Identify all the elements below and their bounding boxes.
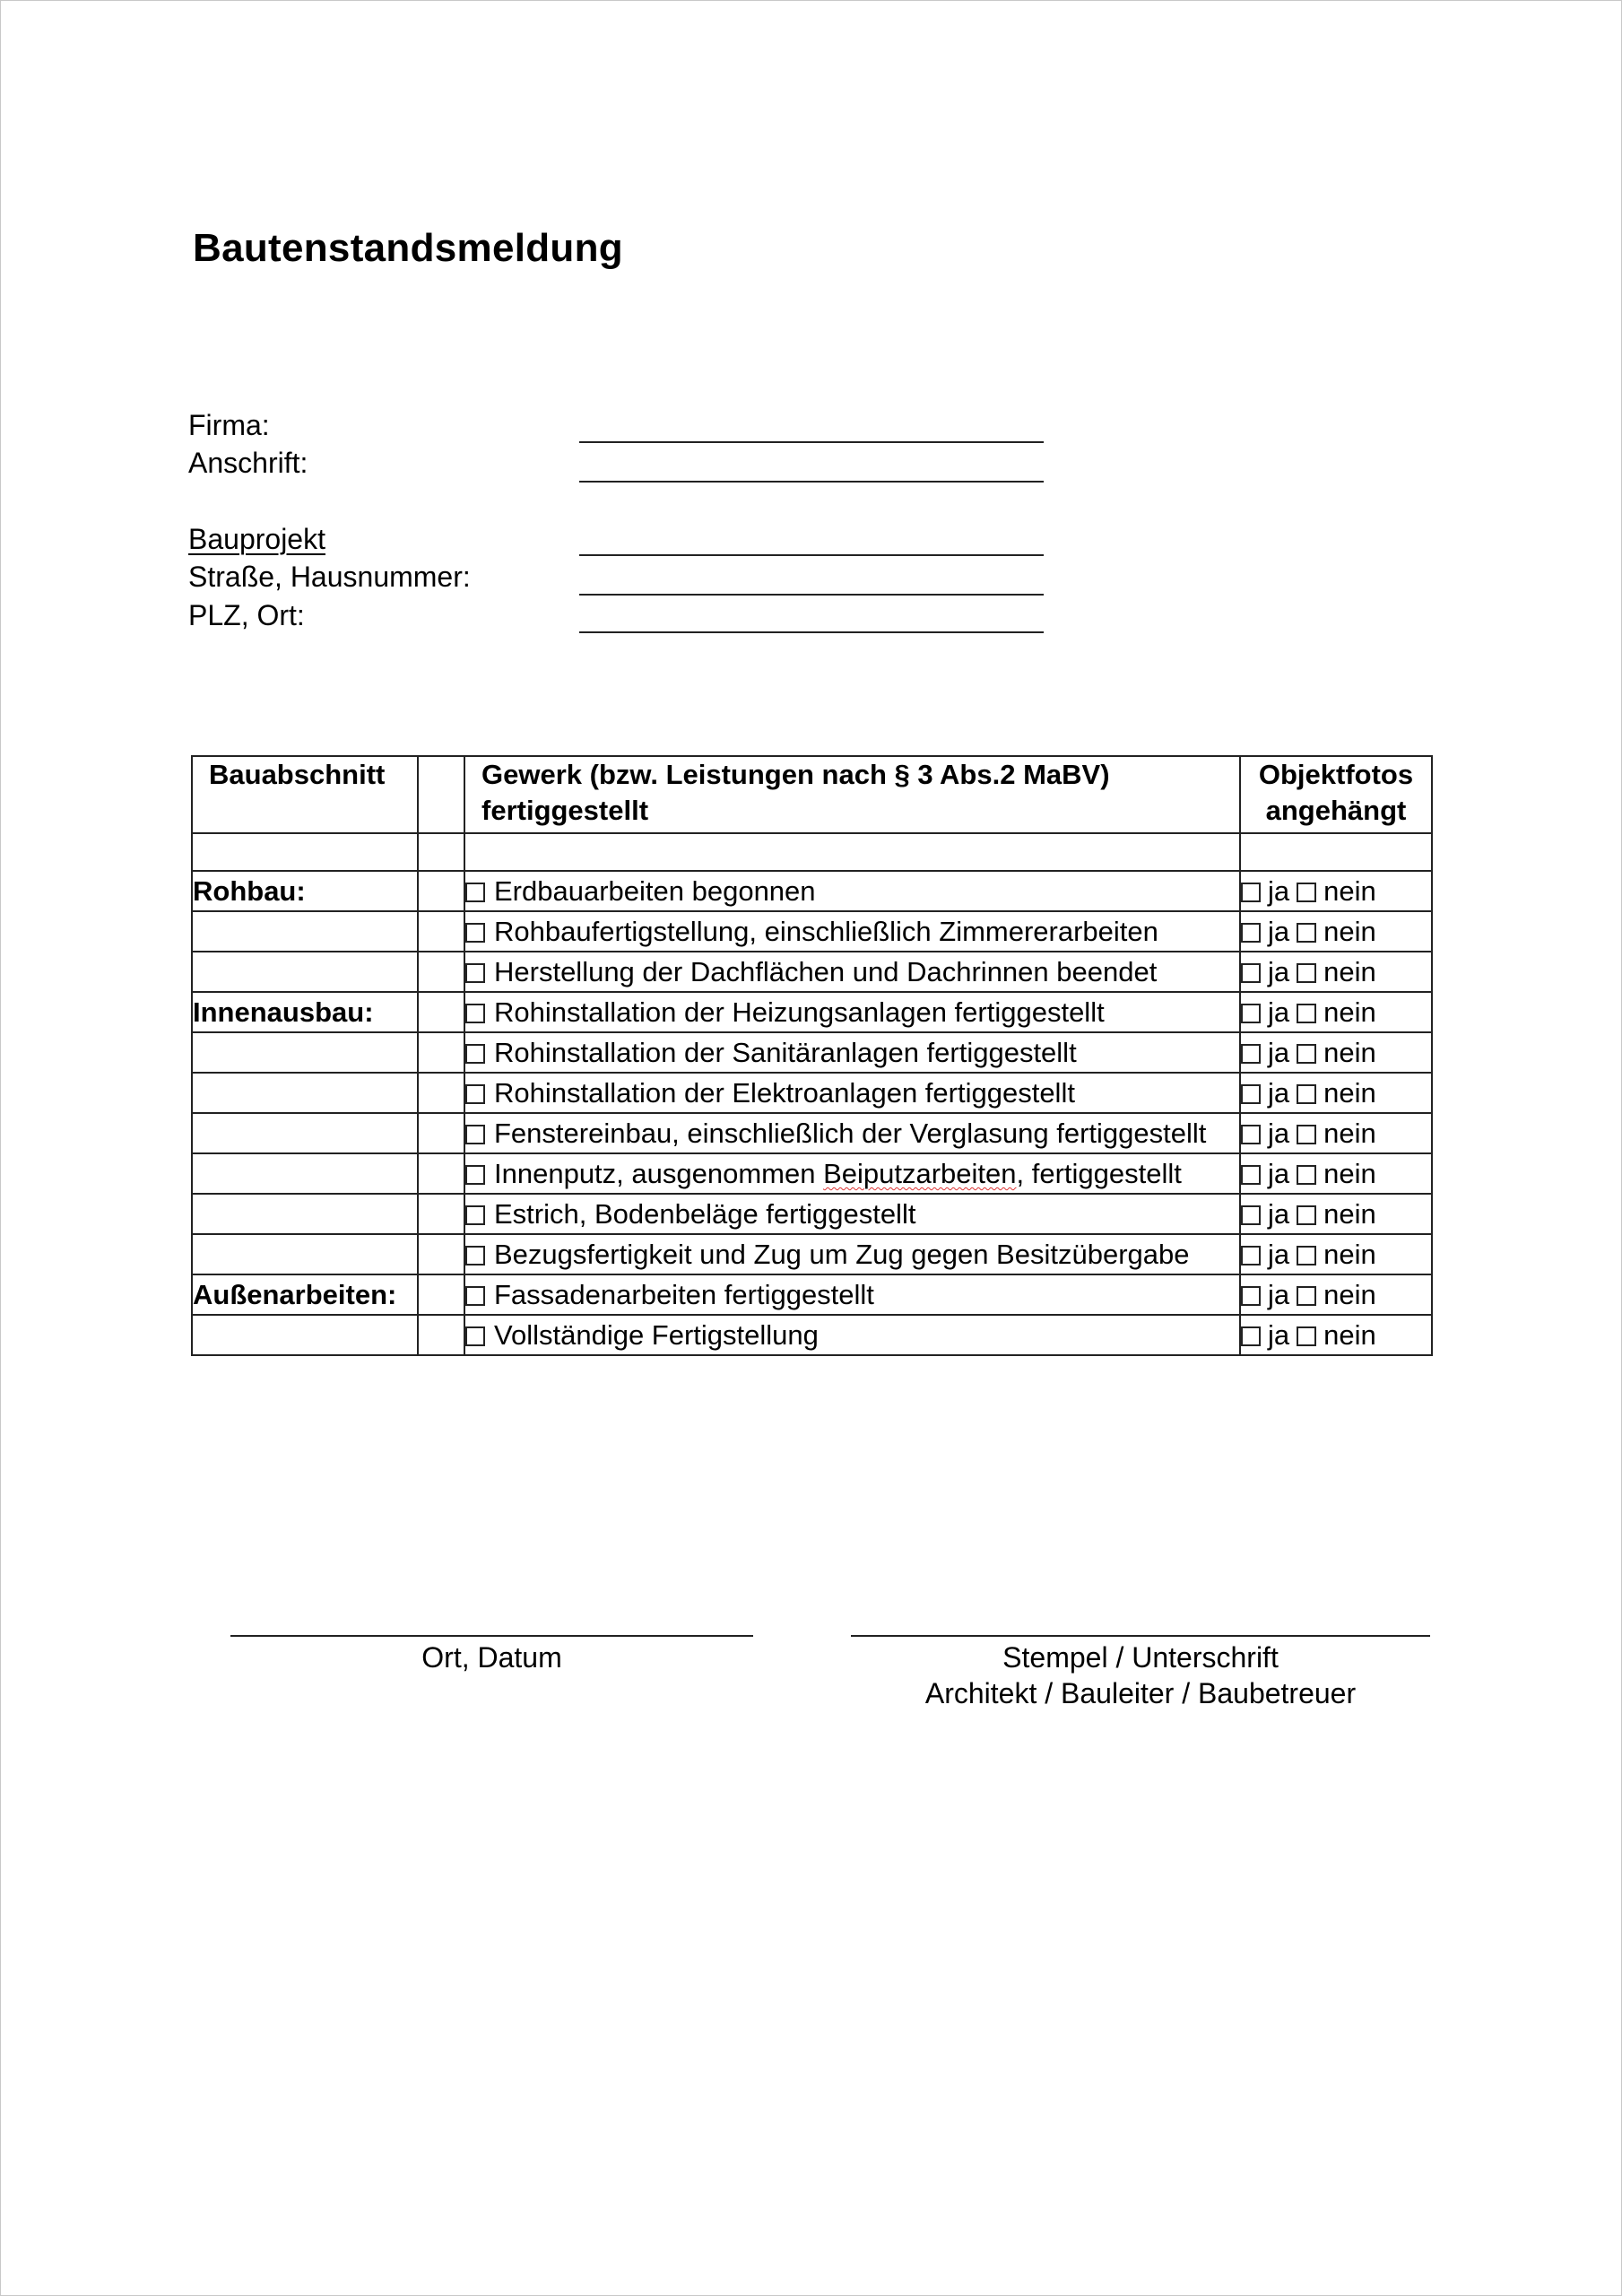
nein-label: nein (1323, 1077, 1376, 1109)
empty-cell (418, 952, 464, 992)
section-label (192, 952, 418, 992)
gewerk-cell (464, 1153, 1240, 1194)
objektfotos-cell (1240, 1153, 1432, 1194)
stempel-label (851, 1639, 1430, 1711)
nein-checkbox[interactable] (1297, 1286, 1316, 1306)
ja-checkbox[interactable] (1241, 1246, 1261, 1265)
nein-label: nein (1323, 1239, 1376, 1270)
empty-cell (418, 1032, 464, 1073)
empty-cell (418, 1234, 464, 1274)
section-label (192, 1032, 418, 1073)
stempel-label-line1: Stempel / Unterschrift (1002, 1641, 1279, 1674)
ja-label: ja (1268, 1118, 1290, 1149)
ja-checkbox[interactable] (1241, 1125, 1261, 1144)
gewerk-label: Fassadenarbeiten fertiggestellt (494, 1279, 874, 1310)
ja-checkbox[interactable] (1241, 1286, 1261, 1306)
gewerk-cell (464, 992, 1240, 1032)
ja-checkbox[interactable] (1241, 1044, 1261, 1064)
gewerk-cell (464, 1234, 1240, 1274)
anschrift-label: Anschrift: (188, 447, 308, 479)
section-label (192, 1194, 418, 1234)
gewerk-label: Rohbaufertigstellung, einschließlich Zimmererarbeiten (494, 916, 1158, 947)
nein-checkbox[interactable] (1297, 1246, 1316, 1265)
status-table (191, 755, 1433, 1356)
section-label: Rohbau: (192, 871, 418, 911)
section-label: Außenarbeiten: (192, 1274, 418, 1315)
gewerk-label: Rohinstallation der Elektroanlagen fertiggestellt (494, 1077, 1075, 1109)
objektfotos-cell (1240, 1315, 1432, 1355)
header-fotos-line1: Objektfotos (1258, 759, 1414, 790)
ja-label: ja (1268, 1319, 1290, 1351)
nein-label: nein (1323, 996, 1376, 1028)
nein-checkbox[interactable] (1297, 1326, 1316, 1346)
nein-checkbox[interactable] (1297, 1084, 1316, 1104)
empty-cell (418, 1073, 464, 1113)
section-label (192, 1234, 418, 1274)
ja-checkbox[interactable] (1241, 923, 1261, 943)
gewerk-checkbox[interactable] (465, 963, 485, 983)
gewerk-label: Vollständige Fertigstellung (494, 1319, 819, 1351)
header-gewerk (464, 756, 1240, 833)
header-bauabschnitt: Bauabschnitt (192, 756, 418, 833)
nein-checkbox[interactable] (1297, 1205, 1316, 1225)
table-row (192, 1073, 1432, 1113)
gewerk-checkbox[interactable] (465, 883, 485, 902)
table-row (192, 1113, 1432, 1153)
gewerk-label: Rohinstallation der Sanitäranlagen fertiggestellt (494, 1037, 1077, 1068)
gewerk-cell (464, 911, 1240, 952)
plz-ort-label: PLZ, Ort: (188, 599, 305, 631)
firma-label: Firma: (188, 409, 270, 441)
objektfotos-cell (1240, 1274, 1432, 1315)
ja-label: ja (1268, 1239, 1290, 1270)
header-objektfotos (1240, 756, 1432, 833)
nein-label: nein (1323, 1118, 1376, 1149)
nein-label: nein (1323, 956, 1376, 987)
table-row (192, 911, 1432, 952)
firma-line (579, 441, 1044, 443)
ja-checkbox[interactable] (1241, 883, 1261, 902)
section-label: Innenausbau: (192, 992, 418, 1032)
gewerk-label: Rohinstallation der Heizungsanlagen fertiggestellt (494, 996, 1105, 1028)
gewerk-label: Estrich, Bodenbeläge fertiggestellt (494, 1198, 916, 1230)
header-gewerk-line1: Gewerk (bzw. Leistungen nach § 3 Abs.2 MaBV) (481, 759, 1110, 790)
nein-label: nein (1323, 875, 1376, 907)
objektfotos-cell (1240, 952, 1432, 992)
header-gewerk-line2: fertiggestellt (481, 795, 649, 826)
table-header-row (192, 756, 1432, 833)
objektfotos-cell (1240, 1073, 1432, 1113)
gewerk-checkbox[interactable] (465, 1125, 485, 1144)
gewerk-label: Erdbauarbeiten begonnen (494, 875, 816, 907)
gewerk-checkbox[interactable] (465, 1044, 485, 1064)
gewerk-cell (464, 871, 1240, 911)
empty-cell (418, 1113, 464, 1153)
ja-checkbox[interactable] (1241, 1004, 1261, 1023)
strasse-label: Straße, Hausnummer: (188, 561, 471, 593)
anschrift-line (579, 481, 1044, 483)
ja-label: ja (1268, 996, 1290, 1028)
empty-cell (418, 1153, 464, 1194)
table-row (192, 1032, 1432, 1073)
nein-checkbox[interactable] (1297, 883, 1316, 902)
nein-checkbox[interactable] (1297, 923, 1316, 943)
nein-label: nein (1323, 1198, 1376, 1230)
ja-label: ja (1268, 1198, 1290, 1230)
gewerk-label-part: Innenputz, ausgenommen (494, 1158, 824, 1189)
signature-line-stempel (851, 1635, 1430, 1637)
objektfotos-cell (1240, 1234, 1432, 1274)
gewerk-cell (464, 1315, 1240, 1355)
table-row (192, 1234, 1432, 1274)
ja-label: ja (1268, 1077, 1290, 1109)
gewerk-cell (464, 952, 1240, 992)
gewerk-label-part: , fertiggestellt (1016, 1158, 1182, 1189)
gewerk-checkbox[interactable] (465, 1084, 485, 1104)
section-label (192, 1315, 418, 1355)
bauprojekt-label: Bauprojekt (188, 523, 325, 555)
nein-label: nein (1323, 1158, 1376, 1189)
nein-checkbox[interactable] (1297, 1165, 1316, 1185)
nein-checkbox[interactable] (1297, 1004, 1316, 1023)
nein-label: nein (1323, 1279, 1376, 1310)
gewerk-checkbox[interactable] (465, 1286, 485, 1306)
table-spacer-row (192, 833, 1432, 871)
ja-checkbox[interactable] (1241, 1205, 1261, 1225)
objektfotos-cell (1240, 911, 1432, 952)
table-row (192, 871, 1432, 911)
empty-cell (418, 1315, 464, 1355)
header-empty (418, 756, 464, 833)
empty-cell (418, 871, 464, 911)
section-label (192, 1113, 418, 1153)
table-row (192, 1194, 1432, 1234)
spellcheck-flagged-word: Beiputzarbeiten (823, 1158, 1017, 1189)
gewerk-checkbox[interactable] (465, 1205, 485, 1225)
empty-cell (418, 1194, 464, 1234)
ja-checkbox[interactable] (1241, 1084, 1261, 1104)
nein-label: nein (1323, 1319, 1376, 1351)
table-row (192, 952, 1432, 992)
document-title: Bautenstandsmeldung (193, 226, 623, 270)
ja-label: ja (1268, 1158, 1290, 1189)
header-fotos-line2: angehängt (1265, 795, 1407, 826)
signature-line-ort-datum (230, 1635, 753, 1637)
section-label (192, 1153, 418, 1194)
ja-label: ja (1268, 916, 1290, 947)
bauprojekt-line (579, 554, 1044, 556)
gewerk-label: Bezugsfertigkeit und Zug um Zug gegen Besitzübergabe (494, 1239, 1190, 1270)
empty-cell (418, 1274, 464, 1315)
table-row (192, 992, 1432, 1032)
ort-datum-label: Ort, Datum (421, 1641, 562, 1674)
objektfotos-cell (1240, 992, 1432, 1032)
nein-checkbox[interactable] (1297, 1044, 1316, 1064)
gewerk-cell (464, 1073, 1240, 1113)
ja-checkbox[interactable] (1241, 1165, 1261, 1185)
gewerk-label: Herstellung der Dachflächen und Dachrinnen beendet (494, 956, 1158, 987)
gewerk-checkbox[interactable] (465, 1246, 485, 1265)
gewerk-checkbox[interactable] (465, 1165, 485, 1185)
strasse-line (579, 594, 1044, 596)
stempel-label-line2: Architekt / Bauleiter / Baubetreuer (924, 1677, 1357, 1709)
gewerk-label: Fenstereinbau, einschließlich der Verglasung fertiggestellt (494, 1118, 1207, 1149)
table-row (192, 1315, 1432, 1355)
gewerk-cell (464, 1194, 1240, 1234)
ja-checkbox[interactable] (1241, 1326, 1261, 1346)
gewerk-checkbox[interactable] (465, 923, 485, 943)
gewerk-cell (464, 1113, 1240, 1153)
section-label (192, 1073, 418, 1113)
ja-label: ja (1268, 1279, 1290, 1310)
nein-label: nein (1323, 916, 1376, 947)
table-row (192, 1274, 1432, 1315)
gewerk-checkbox[interactable] (465, 1004, 485, 1023)
objektfotos-cell (1240, 1032, 1432, 1073)
ja-label: ja (1268, 956, 1290, 987)
table-row (192, 1153, 1432, 1194)
nein-checkbox[interactable] (1297, 1125, 1316, 1144)
objektfotos-cell (1240, 871, 1432, 911)
ja-checkbox[interactable] (1241, 963, 1261, 983)
nein-label: nein (1323, 1037, 1376, 1068)
plz-ort-line (579, 631, 1044, 633)
ja-label: ja (1268, 1037, 1290, 1068)
empty-cell (418, 911, 464, 952)
objektfotos-cell (1240, 1113, 1432, 1153)
objektfotos-cell (1240, 1194, 1432, 1234)
gewerk-checkbox[interactable] (465, 1326, 485, 1346)
empty-cell (418, 992, 464, 1032)
gewerk-cell (464, 1274, 1240, 1315)
gewerk-cell (464, 1032, 1240, 1073)
section-label (192, 911, 418, 952)
nein-checkbox[interactable] (1297, 963, 1316, 983)
ja-label: ja (1268, 875, 1290, 907)
